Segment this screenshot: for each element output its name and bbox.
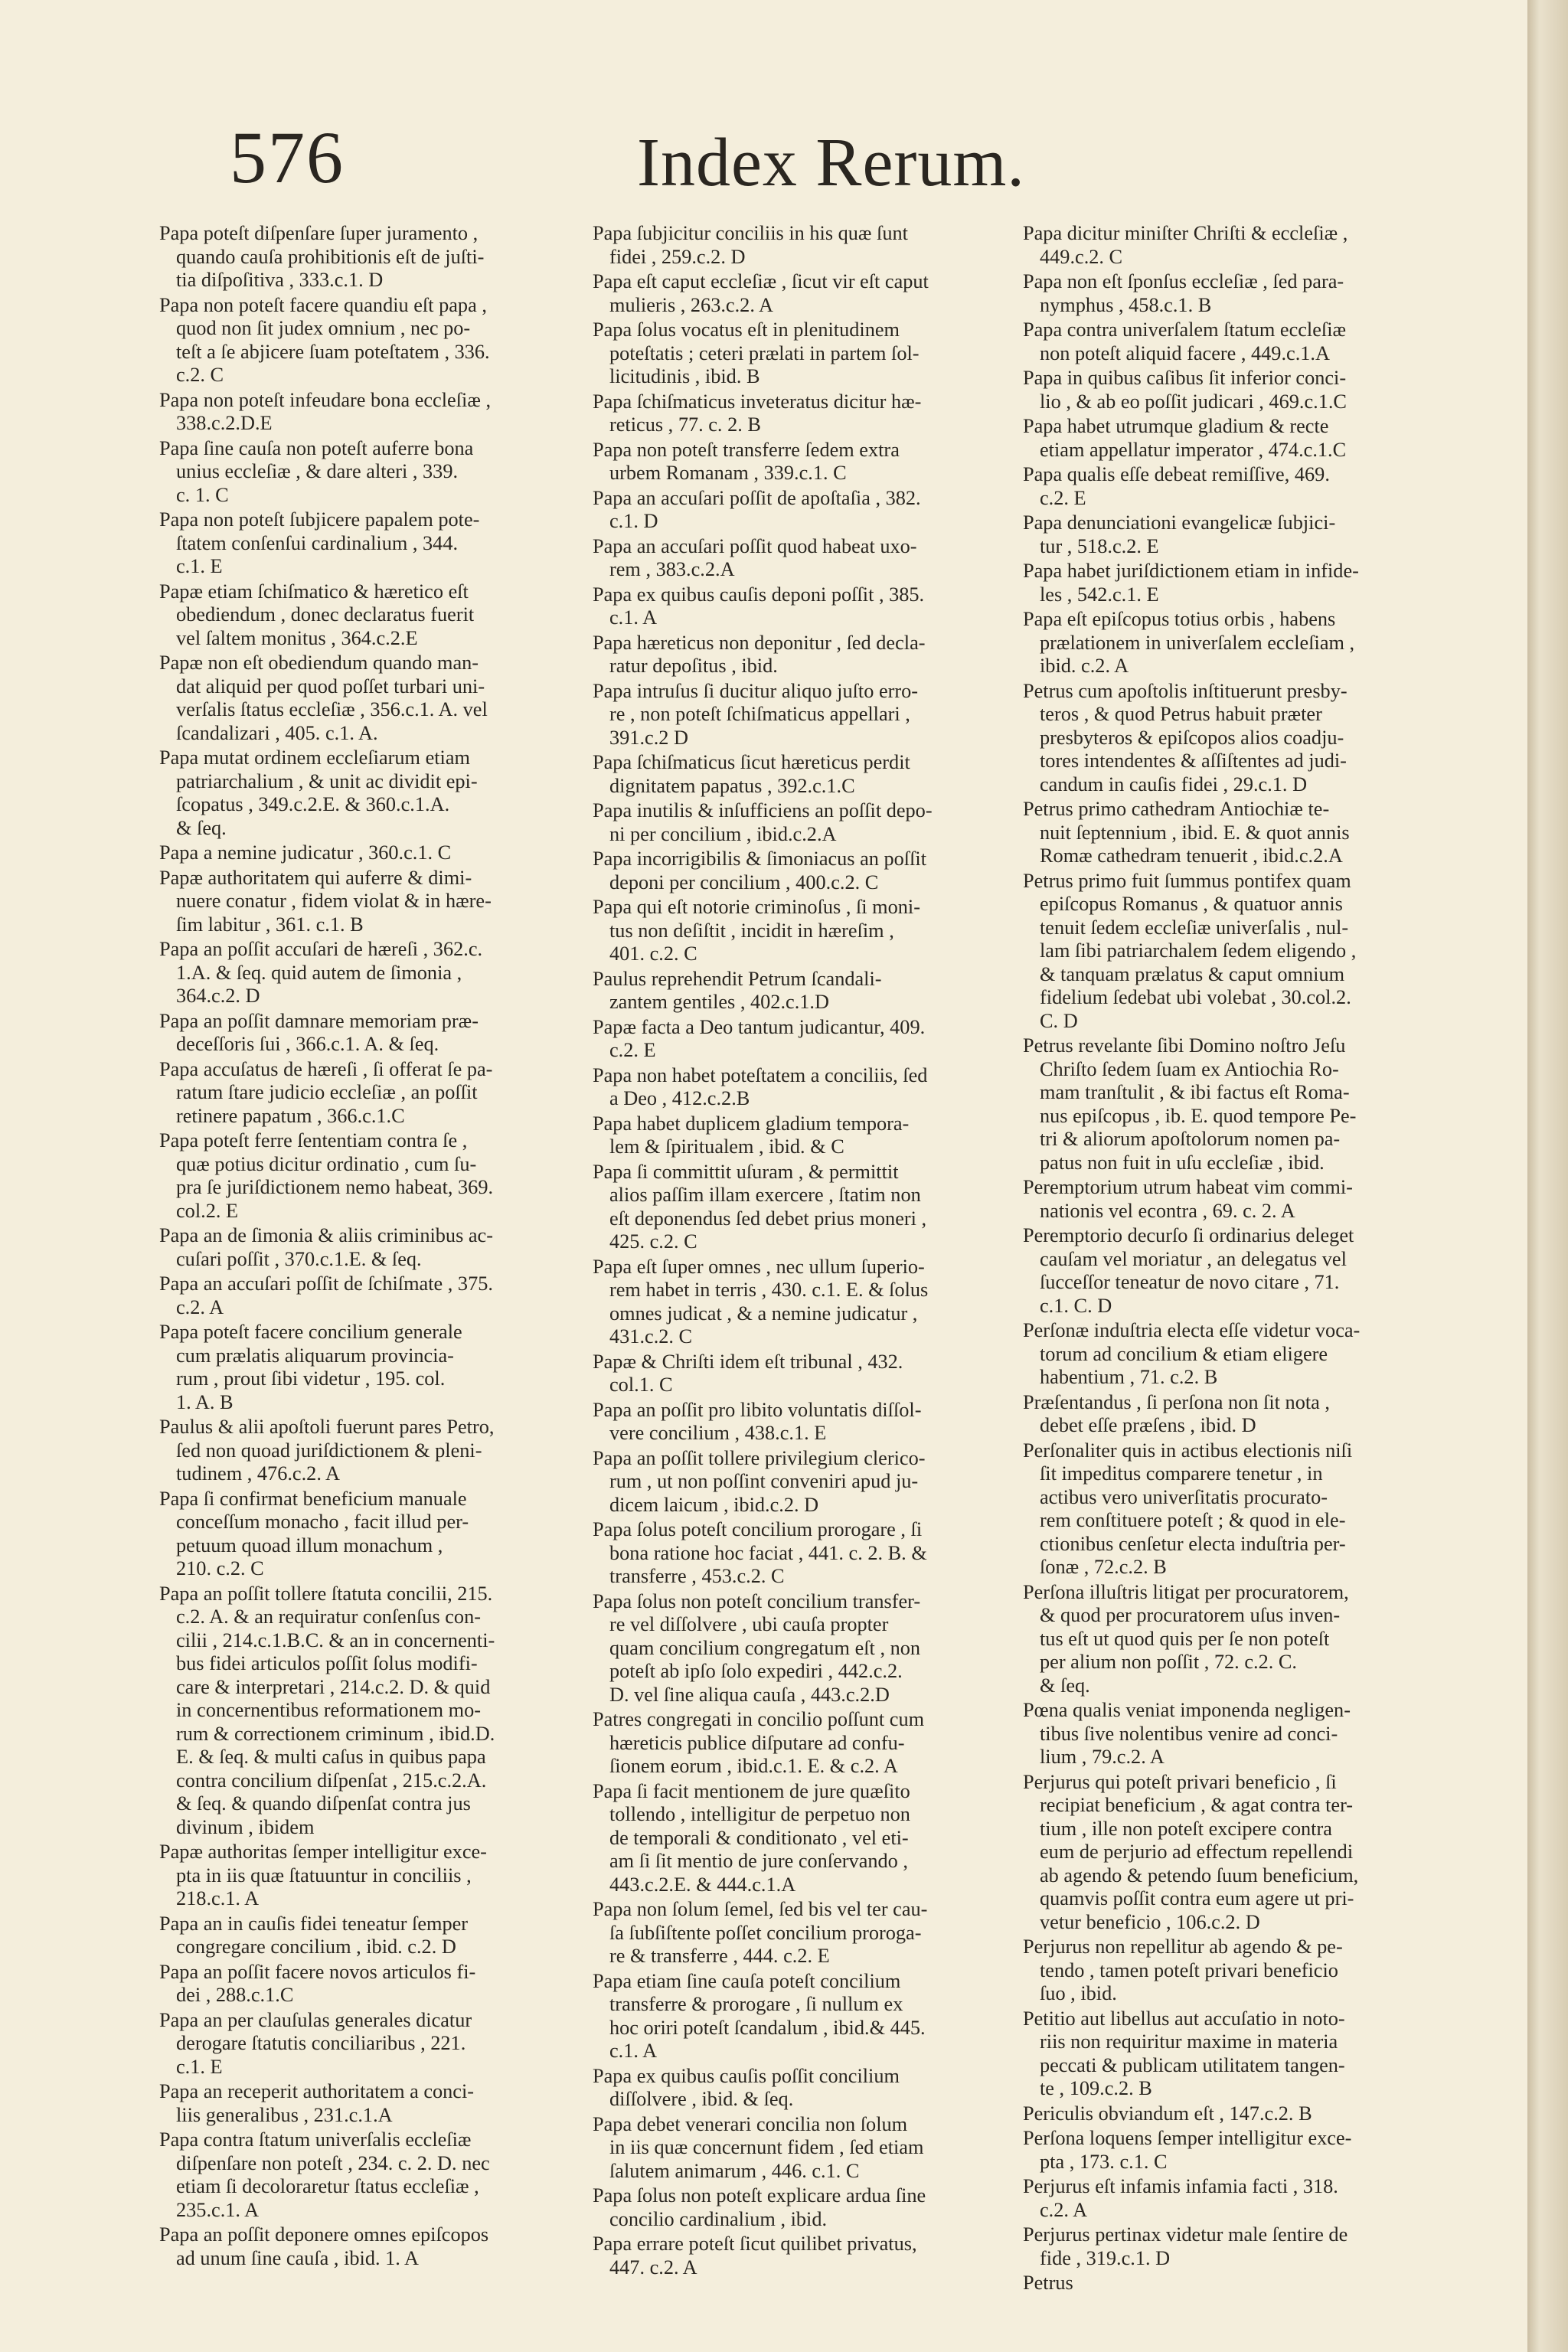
index-entry: Petrus primo cathedram Antiochiæ te- nuit ſeptennium , ibid. E. & quot annis Romæ cathedram tenuerit , ibid.c.2.A [1023,798,1350,867]
index-entry: Papa non poteſt infeudare bona eccleſiæ , 338.c.2.D.E [159,388,492,434]
index-entry: Papa dicitur miniſter Chriſti & eccleſiæ , 449.c.2. C [1023,222,1348,268]
index-entry: Papa contra univerſalem ſtatum eccleſiæ non poteſt aliquid facere , 449.c.1.A [1023,318,1347,364]
index-entry: Papa errare poteſt ſicut quilibet privatus, 447. c.2. A [593,2233,917,2278]
index-entry: Petrus [1023,2272,1073,2294]
index-entry: Papa denunciationi evangelicæ ſubjici- tur , 518.c.2. E [1023,511,1336,557]
index-entry: Papa an poſſit accuſari de hæreſi , 362.c. 1.A. & ſeq. quid autem de ſimonia , 364.c.2. D [159,938,483,1007]
index-entry: Papa mutat ordinem eccleſiarum etiam patriarchalium , & unit ac dividit epi- ſcopatus , 349.c.2.E. & 360.c.1.A. & ſeq. [159,746,478,839]
index-entry: Papa etiam ſine cauſa poteſt concilium transferre & prorogare , ſi nullum ex hoc oriri poteſt ſcandalum , ibid.& 445. c.1. A [593,1969,926,2062]
index-column-3 [1023,222,1440,2297]
index-entry: Papa ſolus poteſt concilium prorogare , ſi bona ratione hoc faciat , 441. c. 2. B. & transferre , 453.c.2. C [593,1518,927,1587]
index-entry: Papa eſt ſuper omnes , nec ullum ſuperio- rem habet in terris , 430. c.1. E. & ſolus omnes judicat , & a nemine judicatur , 431.c.2. C [593,1255,929,1348]
index-entry: Papa ſchiſmaticus inveteratus dicitur hæ- reticus , 77. c. 2. B [593,390,922,436]
index-entry: Papa ſine cauſa non poteſt auferre bona unius eccleſiæ , & dare alteri , 339. c. 1. C [159,436,474,506]
index-entry: Papa ex quibus cauſis deponi poſſit , 385. c.1. A [593,583,925,629]
index-entry: Papa an receperit authoritatem a conci- liis generalibus , 231.c.1.A [159,2080,475,2126]
index-entry: Periculis obviandum eſt , 147.c.2. B [1023,2102,1312,2125]
index-entry: Papæ authoritas ſemper intelligitur exce- pta in iis quæ ſtatuuntur in conciliis , 218.c.1. A [159,1841,487,1909]
index-entry: Petrus revelante ſibi Domino noſtro Jeſu Chriſto ſedem ſuam ex Antiochia Ro- mam tranſtulit , & ibi factus eſt Roma- nus epiſcopus , ib. E. quod tempore Pe- tri & aliorum apoſtolorum nomen pa- patus non fuit in uſu eccleſiæ , ibid. [1023,1034,1357,1174]
index-entry: Papa an accuſari poſſit quod habeat uxo- rem , 383.c.2.A [593,534,917,580]
index-entry: Peremptorium utrum habeat vim commi- nationis vel econtra , 69. c. 2. A [1023,1176,1353,1222]
index-entry: Perſonæ induſtria electa eſſe videtur voca- torum ad concilium & etiam eligere habentium , 71. c.2. B [1023,1319,1361,1388]
index-entry: Papa non habet poteſtatem a conciliis, ſed a Deo , 412.c.2.B [593,1063,928,1109]
index-entry: Papa ſolus vocatus eſt in plenitudinem poteſtatis ; ceteri prælati in partem ſol- licitudinis , ibid. B [593,318,920,387]
index-entry: Paulus reprehendit Petrum ſcandali- zantem gentiles , 402.c.1.D [593,967,882,1013]
index-entry: Papa poteſt ferre ſententiam contra ſe , quæ potius dicitur ordinatio , cum ſu- pra ſe juriſdictionem nemo habeat, 369. col.2. E [159,1129,494,1222]
index-entry: Papa poteſt facere concilium generale cum prælatis aliquarum provincia- rum , prout ſibi videtur , 195. col. 1. A. B [159,1321,462,1413]
index-entry: Papa non ſolum ſemel, ſed bis vel ter cau- ſa ſubſiſtente poſſet concilium proroga- re & transferre , 444. c.2. E [593,1898,928,1967]
index-entry: Pœna qualis veniat imponenda negligen- tibus ſive nolentibus venire ad conci- lium , 79.c.2. A [1023,1699,1351,1768]
index-entry: Papæ non eſt obediendum quando man- dat aliquid per quod poſſet turbari uni- verſalis ſtatus eccleſiæ , 356.c.1. A. vel ſcandalizari , 405. c.1. A. [159,652,488,744]
index-entry: Papa qualis eſſe debeat remiſſive, 469. c.2. E [1023,463,1330,509]
index-entry: Perjurus non repellitur ab agendo & pe- tendo , tamen poteſt privari beneficio ſuo , ibid. [1023,1936,1343,2004]
index-entry: Papa habet juriſdictionem etiam in infide- les , 542.c.1. E [1023,560,1359,606]
index-entry: Papa habet duplicem gladium tempora- lem & ſpiritualem , ibid. & C [593,1112,910,1158]
index-entry: Præſentandus , ſi perſona non ſit nota , debet eſſe præſens , ibid. D [1023,1390,1330,1436]
index-entry: Perſonaliter quis in actibus electionis niſi ſit impeditus comparere tenetur , in actibus vero univerſitatis procurato- rem conſtituere poteſt ; & quod in ele- ctionibus cenſetur electa induſtria per- ſonæ , 72.c.2. B [1023,1439,1353,1578]
index-entry: Papa an accuſari poſſit de ſchiſmate , 375. c.2. A [159,1272,493,1318]
index-entry: Paulus & alii apoſtoli fuerunt pares Petro, ſed non quoad juriſdictionem & pleni- tudinem , 476.c.2. A [159,1416,495,1485]
index-column-1 [159,222,588,2272]
index-entry: Papa non poteſt transferre ſedem extra urbem Romanam , 339.c.1. C [593,438,900,484]
index-entry: Papa in quibus caſibus ſit inferior conci- lio , & ab eo poſſit judicari , 469.c.1.C [1023,367,1347,413]
index-entry: Papa non poteſt facere quandiu eſt papa , quod non ſit judex omnium , nec po- teſt a ſe abjicere ſuam poteſtatem , 336. c.2. C [159,293,490,386]
index-entry: Papa an poſſit facere novos articulos fi- dei , 288.c.1.C [159,1960,476,2006]
index-entry: Peremptorio decurſo ſi ordinarius deleget cauſam vel moriatur , an delegatus vel ſucceſſor teneatur de novo citare , 71. c.1. C. D [1023,1224,1354,1317]
index-entry: Papæ authoritatem qui auferre & dimi- nuere conatur , fidem violat & in hære- ſim labitur , 361. c.1. B [159,866,492,936]
index-entry: Patres congregati in concilio poſſunt cum hæreticis publice diſputare ad confu- ſionem eorum , ibid.c.1. E. & c.2. A [593,1708,925,1777]
index-entry: Papæ facta a Deo tantum judicantur, 409. c.2. E [593,1015,926,1061]
index-entry: Perjurus pertinax videtur male ſentire de fide , 319.c.1. D [1023,2223,1348,2269]
index-entry: Papa ſolus non poteſt explicare ardua ſine concilio cardinalium , ibid. [593,2184,926,2230]
index-entry: Papa non poteſt ſubjicere papalem pote- ſtatem conſenſui cardinalium , 344. c.1. E [159,508,480,577]
index-entry: Papa non eſt ſponſus eccleſiæ , ſed para- nymphus , 458.c.1. B [1023,270,1344,316]
index-entry: Papa an in cauſis fidei teneatur ſemper congregare concilium , ibid. c.2. D [159,1912,469,1958]
index-entry: Papa poteſt diſpenſare ſuper juramento , quando cauſa prohibitionis eſt de juſti- tia diſpoſitiva , 333.c.1. D [159,222,485,291]
index-entry: Petrus cum apoſtolis inſtituerunt presby- teros , & quod Petrus habuit præter presbyteros & epiſcopos alios coadju- tores intendentes & aſſiſtentes ad judi- candum in cauſis fidei , 29.c.1. D [1023,679,1348,795]
index-entry: Petrus primo fuit ſummus pontifex quam epiſcopus Romanus , & quatuor annis tenuit ſedem eccleſiæ univerſalis , nul- lam ſibi patriarchalem ſedem eligendo , & tanquam prælatus & caput omnium fidelium ſedebat ubi volebat , 30.col.2. C. D [1023,869,1357,1032]
index-entry: Perjurus qui poteſt privari beneficio , ſi recipiat beneficium , & agat contra ter- tium , ille non poteſt excipere contra eum de perjurio ad effectum repellendi ab agendo & petendo ſuum beneficium, quamvis poſſit contra eum agere ut pri- vetur beneficio , 106.c.2. D [1023,1770,1359,1933]
index-entry: Papæ & Chriſti idem eſt tribunal , 432. col.1. C [593,1350,903,1396]
index-entry: Papa an poſſit tollere privilegium clerico- rum , ut non poſſint conveniri apud ju- dicem laicum , ibid.c.2. D [593,1446,926,1516]
index-column-2 [593,222,1018,2281]
index-entry: Papæ etiam ſchiſmatico & hæretico eſt obediendum , donec declaratus fuerit vel ſaltem monitus , 364.c.2.E [159,580,475,649]
index-entry: Papa ſi committit uſuram , & permittit alios paſſim illam exercere , ſtatim non eſt deponendus ſed debet prius moneri , 425. c.2. C [593,1160,927,1253]
index-entry: Papa inutilis & inſufficiens an poſſit depo- ni per concilium , ibid.c.2.A [593,799,933,845]
index-entry: Papa an poſſit tollere ſtatuta concilii, 215. c.2. A. & an requiratur conſenſus con- cilii , 214.c.1.B.C. & an in concernenti- bus fidei articulos poſſit ſolus modifi- care & interpretari , 214.c.2. D. & quid in concernentibus reformationem mo- rum & correctionem criminum , ibid.D. E. & ſeq. & multi caſus in quibus papa contra concilium diſpenſat , 215.c.2.A. & ſeq. & quando diſpenſat contra jus divinum , ibidem [159,1582,495,1838]
index-entry: Papa ſchiſmaticus ſicut hæreticus perdit dignitatem papatus , 392.c.1.C [593,751,910,797]
index-entry: Perſona loquens ſemper intelligitur exce- pta , 173. c.1. C [1023,2127,1352,2173]
index-entry: Papa ex quibus cauſis poſſit concilium diſſolvere , ibid. & ſeq. [593,2064,900,2110]
index-entry: Perſona illuſtris litigat per procuratorem, & quod per procuratorem uſus inven- tus eſt ut quod quis per ſe non poteſt per alium non poſſit , 72. c.2. C. & ſeq. [1023,1580,1349,1697]
index-entry: Petitio aut libellus aut accuſatio in noto- riis non requiritur maxime in materia peccati & publicam utilitatem tangen- te , 109.c.2. B [1023,2007,1345,2099]
index-entry: Papa ſolus non poteſt concilium transfer- re vel diſſolvere , ubi cauſa propter quam concilium congregatum eſt , non poteſt ab ipſo ſolo expediri , 442.c.2. D. vel ſine aliqua cauſa , 443.c.2.D [593,1589,921,1706]
index-entry: Papa accuſatus de hæreſi , ſi offerat ſe pa- ratum ſtare judicio eccleſiæ , an poſſit retinere papatum , 366.c.1.C [159,1057,493,1127]
index-entry: Papa contra ſtatum univerſalis eccleſiæ diſpenſare non poteſt , 234. c. 2. D. nec etiam ſi decoloraretur ſtatus eccleſiæ , 235.c.1. A [159,2128,490,2221]
index-entry: Papa an poſſit damnare memoriam præ- deceſſoris ſui , 366.c.1. A. & ſeq. [159,1009,479,1055]
index-entry: Papa debet venerari concilia non ſolum in iis quæ concernunt fidem , ſed etiam ſalutem animarum , 446. c.1. C [593,2112,924,2182]
index-entry: Papa an de ſimonia & aliis criminibus ac- cuſari poſſit , 370.c.1.E. & ſeq. [159,1224,493,1270]
index-entry: Papa an accuſari poſſit de apoſtaſia , 382. c.1. D [593,486,921,532]
index-entry: Papa an poſſit deponere omnes epiſcopos ad unum ſine cauſa , ibid. 1. A [159,2223,489,2269]
index-entry: Papa habet utrumque gladium & recte etiam appellatur imperator , 474.c.1.C [1023,415,1347,461]
index-entry: Papa ſi facit mentionem de jure quæſito tollendo , intelligitur de perpetuo non de temporali & conditionato , vel eti- am ſi ſit mentio de jure conſervando , 443.c.2.E. & 444.c.1.A [593,1779,910,1896]
adjacent-page-edge [1527,0,1568,2352]
index-entry: Papa eſt epiſcopus totius orbis , habens prælationem in univerſalem eccleſiam , ibid. c.2. A [1023,608,1355,677]
index-entry: Papa an poſſit pro libito voluntatis diſſol- vere concilium , 438.c.1. E [593,1398,922,1444]
index-entry: Papa ſi confirmat beneficium manuale conceſſum monacho , facit illud per- petuum quoad illum monachum , 210. c.2. C [159,1487,469,1579]
index-entry: Papa incorrigibilis & ſimoniacus an poſſit deponi per concilium , 400.c.2. C [593,848,927,893]
index-entry: Perjurus eſt infamis infamia facti , 318. c.2. A [1023,2175,1338,2221]
index-entry: Papa qui eſt notorie criminoſus , ſi moni- tus non deſiſtit , incidit in hæreſim , 401. c.2. C [593,896,920,965]
page-number: 576 [230,116,345,198]
index-entry: Papa eſt caput eccleſiæ , ſicut vir eſt caput mulieris , 263.c.2. A [593,270,929,316]
index-entry: Papa ſubjicitur conciliis in his quæ ſunt fidei , 259.c.2. D [593,222,908,268]
index-entry: Papa intruſus ſi ducitur aliquo juſto erro- re , non poteſt ſchiſmaticus appellari , 391.c.2 D [593,679,919,749]
running-title: Index Rerum. [637,125,1025,201]
index-entry: Papa hæreticus non deponitur , ſed decla- ratur depoſitus , ibid. [593,631,926,677]
index-entry: Papa an per clauſulas generales dicatur derogare ſtatutis conciliaribus , 221. c.1. E [159,2008,472,2078]
index-entry: Papa a nemine judicatur , 360.c.1. C [159,841,452,864]
